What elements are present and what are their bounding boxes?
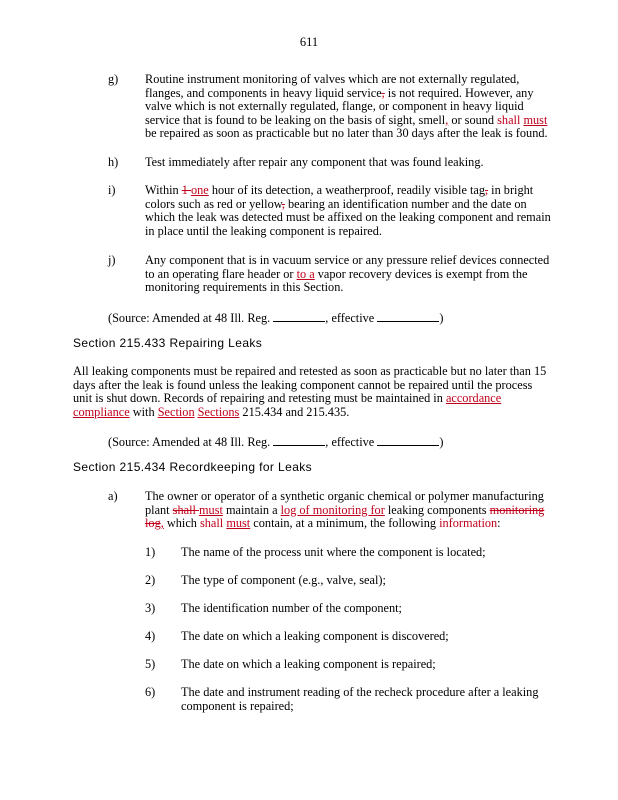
list-item-text: The date on which a leaking component is repaired; bbox=[181, 657, 436, 671]
list-item-text: The identification number of the component; bbox=[181, 601, 402, 615]
list-item-label: 3) bbox=[145, 601, 156, 615]
list-item-label: 5) bbox=[145, 657, 156, 671]
item-label: i) bbox=[108, 183, 116, 197]
page-number: 611 bbox=[299, 35, 319, 49]
section-heading: Section 215.434 Recordkeeping for Leaks bbox=[73, 460, 313, 474]
section-paragraph: All leaking components must be repaired and retested as soon as practicable but no later than 15 days after the leak is found unless the leaking component cannot be repaired until the process unit is shut down. Records of repairing and retesting must be maintained in accordance compliance with Section Sections 215.434 and 215.435. bbox=[73, 364, 547, 419]
source-note: (Source: Amended at 48 Ill. Reg. , effective ) bbox=[108, 435, 444, 449]
list-item-text: The date and instrument reading of the recheck procedure after a leaking component is repaired; bbox=[181, 685, 539, 713]
item-text: Test immediately after repair any component that was found leaking. bbox=[145, 155, 484, 169]
item-label: j) bbox=[108, 253, 116, 267]
source-note: (Source: Amended at 48 Ill. Reg. , effective ) bbox=[108, 311, 444, 325]
item-label: a) bbox=[108, 489, 118, 503]
item-text: Within 1 one hour of its detection, a weatherproof, readily visible tag, in bright colors such as red or yellow, bearing an identification number and the date on which the leak was detected must be affixed on the leaking component and remain in place until the leaking component is repaired. bbox=[145, 183, 551, 238]
item-text: Any component that is in vacuum service or any pressure relief devices connected to an operating flare header or to a vapor recovery devices is exempt from the monitoring requirements in this Section. bbox=[145, 253, 550, 295]
list-item-text: The date on which a leaking component is discovered; bbox=[181, 629, 449, 643]
list-item-label: 6) bbox=[145, 685, 156, 699]
item-label: g) bbox=[108, 72, 119, 86]
list-item-text: The name of the process unit where the component is located; bbox=[181, 545, 486, 559]
section-heading: Section 215.433 Repairing Leaks bbox=[73, 336, 263, 350]
list-item-text: The type of component (e.g., valve, seal); bbox=[181, 573, 386, 587]
list-item-label: 1) bbox=[145, 545, 156, 559]
item-label: h) bbox=[108, 155, 119, 169]
item-text: Routine instrument monitoring of valves which are not externally regulated, flanges, and components in heavy liquid service, is not required. However, any valve which is not externally regulated, flange, or component in heavy liquid service that is found to be leaking on the basis of sight, smell, or sound shall must be repaired as soon as practicable but no later than 30 days after the leak is found. bbox=[145, 72, 548, 141]
item-text: The owner or operator of a synthetic organic chemical or polymer manufacturing plant shall must maintain a log of monitoring for leaking components monitoring log, which shall must contain, at a minimum, the following information: bbox=[145, 489, 545, 531]
list-item-label: 4) bbox=[145, 629, 156, 643]
list-item-label: 2) bbox=[145, 573, 156, 587]
